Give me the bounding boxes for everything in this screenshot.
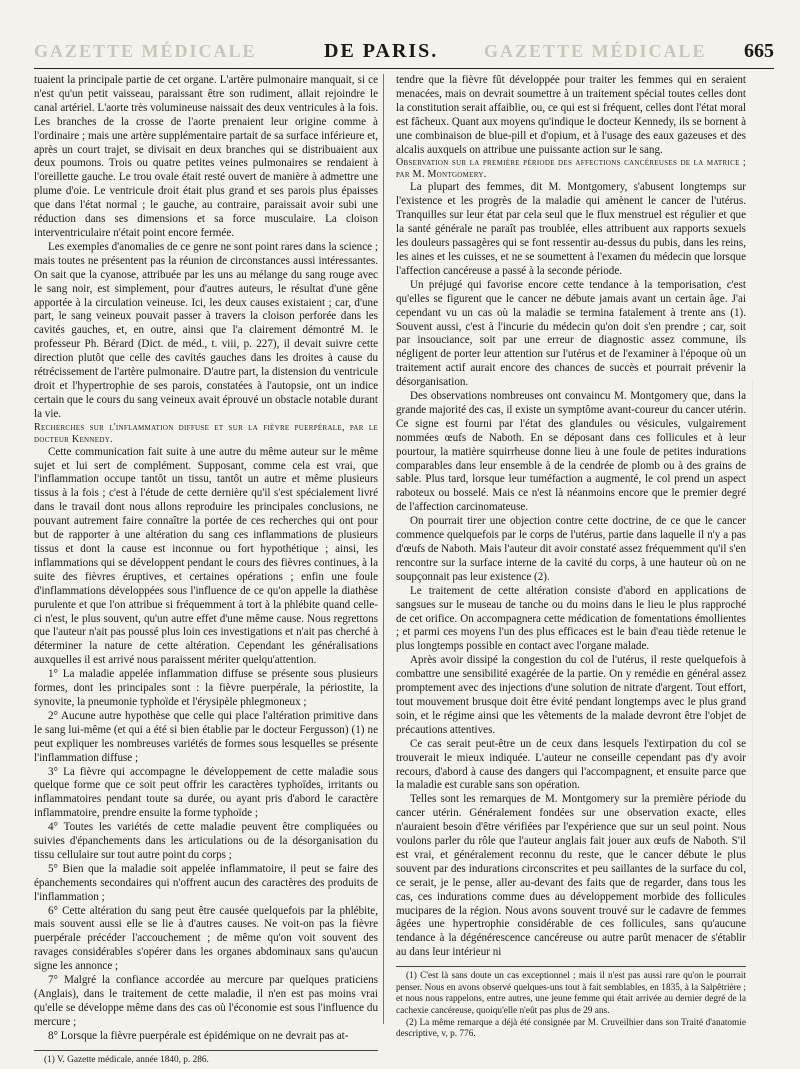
left-column: [34, 74, 378, 1066]
paragraph: Des observations nombreuses ont convaincu M. Montgomery que, dans la grande majorité des cas, il existe un symptôme avant-coureur du cancer utérin. Ce signe est fourni par l'état des glandules ou vésicules, vulgairement nommées œufs de Naboth. En se déposant dans ces follicules et à leur pourtour, la matière squirrheuse donne lieu à une foule de petites indurations comparables dans leur ensemble à de la cendrée de plomb ou à des grains de sable. Plus tard, lorsque leur tuméfaction a augmenté, le col prend un aspect raboteux ou bosselé. Mais ce n'est là néanmoins encore que le premier degré de l'affection carcinomateuse.: [396, 390, 746, 514]
paragraph: Le traitement de cette altération consiste d'abord en applications de sangsues sur le museau de tanche ou du moins dans le lieu le plus rapproché de cet orifice. On accompagnera cette médication de fomentations émollientes ; et parmi ces moyens l'un des plus efficaces est le bain d'eau tiède retenue le plus longtemps possible en contact avec l'organe malade.: [396, 584, 746, 653]
header-rule: [34, 68, 774, 69]
paragraph: On pourrait tirer une objection contre cette doctrine, de ce que le cancer commence quelquefois par le corps de l'utérus, partie dans laquelle il n'y a pas d'œufs de Naboth. Mais l'auteur dit avoir constaté assez fréquemment qu'il s'en rencontre sur la surface interne de la cavité du corps, à une hauteur où on ne soupçonnait pas leur existence (2).: [396, 515, 746, 583]
paragraph: tuaient la principale partie de cet organe. L'artère pulmonaire manquait, si ce n'est qu'un petit vaisseau, paraissant être son rudiment, allait rejoindre le canal artériel. L'aorte très volumineuse naissait des deux ventricules à la fois. Les branches de la crosse de l'aorte prenaient leur origine comme à l'ordinaire ; mais une artère supplémentaire partait de sa surface inférieure et, après un court trajet, se divisait en deux branches qui se distribuaient aux deux poumons. Trois ou quatre petites veines pulmonaires se rendaient à l'oreillette gauche. Le trou ovale était resté ouvert de manière à admettre une plume d'oie. Le ventricule droit était plus grand et ses parois plus épaisses que dans l'état normal ; le gauche, au contraire, paraissait avoir subi une réduction dans ses dimensions et sa force musculaire. La cloison interventriculaire n'était point encore fermée.: [34, 74, 378, 239]
list-item: 5° Bien que la maladie soit appelée inflammatoire, il peut se faire des épanchements secondaires qui n'offrent aucun des caractères des produits de l'inflammation ;: [34, 862, 378, 903]
section-heading-text: Recherches sur l'inflammation diffuse et sur la fièvre puerpérale, par le docteur Kennedy.: [34, 421, 378, 445]
footnote: (2) La même remarque a déjà été consignée par M. Cruveilhier dans son Traité d'anatomie descriptive, v, p. 776.: [396, 1017, 746, 1040]
section-heading: [34, 422, 378, 446]
paragraph: Cette communication fait suite à une autre du même auteur sur le même sujet et lui sert de complément. Supposant, comme cela est vrai, que l'inflammation occupe tantôt un tissu, tantôt un autre et même plusieurs tissus à la fois ; c'est à l'étude de cette dernière qu'il s'est spécialement livré dans le travail dont nous allons reproduire les principales conclusions, ne pouvant autrement faire connaître la portée de ces recherches qui ont pour but de rapporter à une altération du sang ces inflammations de plusieurs tissus et dont la cause est inconnue ou fort hypothétique ; ainsi, les inflammations qui se développent pendant le cours des fièvres continues, à la suite des fièvres éruptives, et certaines opérations ; enfin une foule d'inflammations développées sous l'influence de ce qu'on appelle la diathèse purulente et que l'on attribue si fréquemment à tort à la phlébite quand celle-ci n'est, le plus souvent, qu'un autre effet d'une même cause. Nous regrettons que l'auteur n'ait pas poussé plus loin ces investigations et n'ait pas cherché à déterminer la nature de cette altération. Cependant les généralisations auxquelles il est arrivé nous paraissent mériter quelqu'attention.: [34, 445, 378, 667]
section-heading-text: Observation sur la première période des affections cancéreuses de la matrice ; par M. Montgomery.: [396, 157, 746, 181]
page-number: 665: [744, 40, 774, 62]
paragraph: Ce cas serait peut-être un de ceux dans lesquels l'extirpation du col se trouverait le mieux indiquée. L'auteur ne conseille cependant pas d'y avoir recours, d'abord à cause des dangers qui l'accompagnent, et ensuite parce que la maladie est curable sans son opération.: [396, 737, 746, 792]
page-header: [34, 40, 774, 64]
bleed-through-title-right: GAZETTE MÉDICALE: [484, 41, 707, 61]
bleed-through-title-left: GAZETTE MÉDICALE: [34, 41, 257, 61]
list-item: 7° Malgré la confiance accordée au mercure par quelques praticiens (Anglais), dans le traitement de cette maladie, il n'en est pas moins vrai qu'elle se développe même dans des cas où l'économie est sous l'influence du mercure ;: [34, 974, 378, 1028]
footnote: (1) V. Gazette médicale, année 1840, p. 286.: [44, 1054, 209, 1065]
section-heading: [396, 157, 746, 181]
footnote: (1) C'est là sans doute un cas exceptionnel ; mais il n'est pas aussi rare qu'on le pourrait penser. Nous en avons observé quelques-uns tout à fait semblables, en 1835, à la Salpêtrière ; et nous nous rappelons, entre autres, une jeune femme qui était arrivée au dernier degré de la cachexie cancéreuse, quoiqu'elle n'eût pas plus de 29 ans.: [396, 971, 746, 1016]
paragraph: Telles sont les remarques de M. Montgomery sur la première période du cancer utérin. Généralement fondées sur une observation exacte, elles n'auraient besoin d'être vérifiées par l'expérience que sur un seul point. Nous voulons parler du rôle que l'auteur anglais fait jouer aux œufs de Naboth. S'il est vrai, et généralement reconnu du reste, que le cancer débute le plus souvent par des indurations circonscrites et peu saillantes de la surface du col, ce serait, je le pense, aller au-devant des faits que de regarder, dans tous les cas, ces indurations comme dues au développement morbide des follicules mucipares de la région. Nous avons souvent trouvé sur le cadavre de femmes âgées une hypertrophie considérable de ces follicules, sans qu'aucune tendance à la dégénérescence cancéreuse ou autre parût menacer de s'établir au dans leur intérieur ni: [396, 793, 746, 959]
paragraph: Un préjugé qui favorise encore cette tendance à la temporisation, c'est qu'elles se figurent que le cancer ne débute jamais avant un certain âge. J'ai cependant vu un cas où la maladie se termina fatalement à trente ans (1). Souvent aussi, c'est à l'incurie du médecin qu'on doit s'en prendre ; car, soit par insouciance, soit par une erreur de diagnostic assez commune, ils négligent de porter leur attention sur l'utérus et de l'examiner à l'époque où un traitement actif aurait encore des chances de succès et pourrait prévenir la désorganisation.: [396, 278, 746, 389]
list-item: 2° Aucune autre hypothèse que celle qui place l'altération primitive dans le sang lui-même (et qui a été si bien établie par le docteur Fergusson) (1) ne peut expliquer les nombreuses variétés de formes sous lesquelles se présente l'inflammation diffuse ;: [34, 709, 378, 764]
list-item: 1° La maladie appelée inflammation diffuse se présente sous plusieurs formes, dont les principales sont : la fièvre puerpérale, la périostite, la synovite, la pneumonie typhoïde et l'érysipèle phlegmoneux ;: [34, 668, 378, 708]
footnotes-right: [396, 966, 746, 1041]
margin-bleed: [752, 380, 793, 940]
column-separator: [383, 74, 384, 1024]
list-item: 4° Toutes les variétés de cette maladie peuvent être compliquées ou suivies d'épanchements dans les articulations ou de la désorganisation du tissu cellulaire sur tout autre point du corps ;: [34, 821, 378, 861]
paragraph: La plupart des femmes, dit M. Montgomery, s'abusent longtemps sur l'existence et les progrès de la maladie qui amènent le cancer de l'utérus. Tranquilles sur leur état par cela seul que le flux menstruel est régulier et que la santé générale ne paraît pas troublée, elles attribuent aux rapports sexuels les douleurs passagères qui se font ressentir au-dessus du pubis, dans les reins, les aines et les cuisses, et ne se soumettent à l'examen du médecin que lorsque l'affection cancéreuse a passé à la seconde période.: [396, 181, 746, 277]
paragraph: tendre que la fièvre fût développée pour traiter les femmes qui en seraient menacées, mais on devrait soumettre à un traitement spécial toutes celles dont la constitution serait affaiblie, ou, ce qui est si fréquent, celles dont l'état moral est fâcheux. Quant aux moyens qu'indique le docteur Kennedy, ils se bornent à une combinaison de blue-pill et d'opium, et à l'usage des eaux gazeuses et des alcalis auxquels on attribue une puissante action sur le sang.: [396, 74, 746, 156]
list-item: 8° Lorsque la fièvre puerpérale est épidémique on ne devrait pas at-: [48, 1029, 349, 1042]
footnotes-left: [34, 1050, 378, 1067]
paragraph: Après avoir dissipé la congestion du col de l'utérus, il reste quelquefois à combattre une sensibilité exagérée de la partie. On y remédie en général assez promptement avec des injections d'une solution de nitrate d'argent. Tout effort, tout mouvement brusque doit être évité pendant longtemps avec le plus grand soin, et le régime ainsi que les vêtements de la malade devront être l'objet de précautions attentives.: [396, 654, 746, 736]
list-item: 3° La fièvre qui accompagne le développement de cette maladie sous quelque forme que ce soit peut offrir les caractères typhoïdes, irritants ou inflammatoires pendant toute sa durée, ou ayant pris d'abord le caractère inflammatoire, prendre ensuite la forme typhoïde ;: [34, 765, 378, 820]
list-item: 6° Cette altération du sang peut être causée quelquefois par la phlébite, mais souvent aussi elle se lie à d'autres causes. Ne voit-on pas la fièvre puerpérale précéder l'accouchement ; de même qu'on voit souvent des ravages considérables s'opérer dans les organes abdominaux sans qu'aucun signe les annonce ;: [34, 904, 378, 973]
right-column: [396, 74, 746, 1041]
running-title: DE PARIS.: [324, 40, 439, 62]
paragraph: Les exemples d'anomalies de ce genre ne sont point rares dans la science ; mais toutes ne présentent pas la réunion de circonstances aussi intéressantes. On sait que la cyanose, attribuée par les uns au mélange du sang rouge avec le sang noir, est simplement, pour d'autres auteurs, le résultat d'une gêne apportée à la circulation veineuse. Ici, les deux causes existaient ; car, d'une part, le sang veineux pouvait passer à travers la cloison perforée dans les cavités gauches, et, en outre, ainsi que l'a clairement démontré M. le professeur Ph. Bérard (Dict. de méd., t. viii, p. 227), il devait suivre cette direction plutôt que celle des cavités gauches dans les droites à cause du rétrécissement de l'artère pulmonaire. D'autre part, la distension du ventricule droit et l'hypertrophie de ses parois, constatées à l'autopsie, ont un indice certain que le cours du sang veineux avait éprouvé un obstacle notable durant la vie.: [34, 240, 378, 420]
